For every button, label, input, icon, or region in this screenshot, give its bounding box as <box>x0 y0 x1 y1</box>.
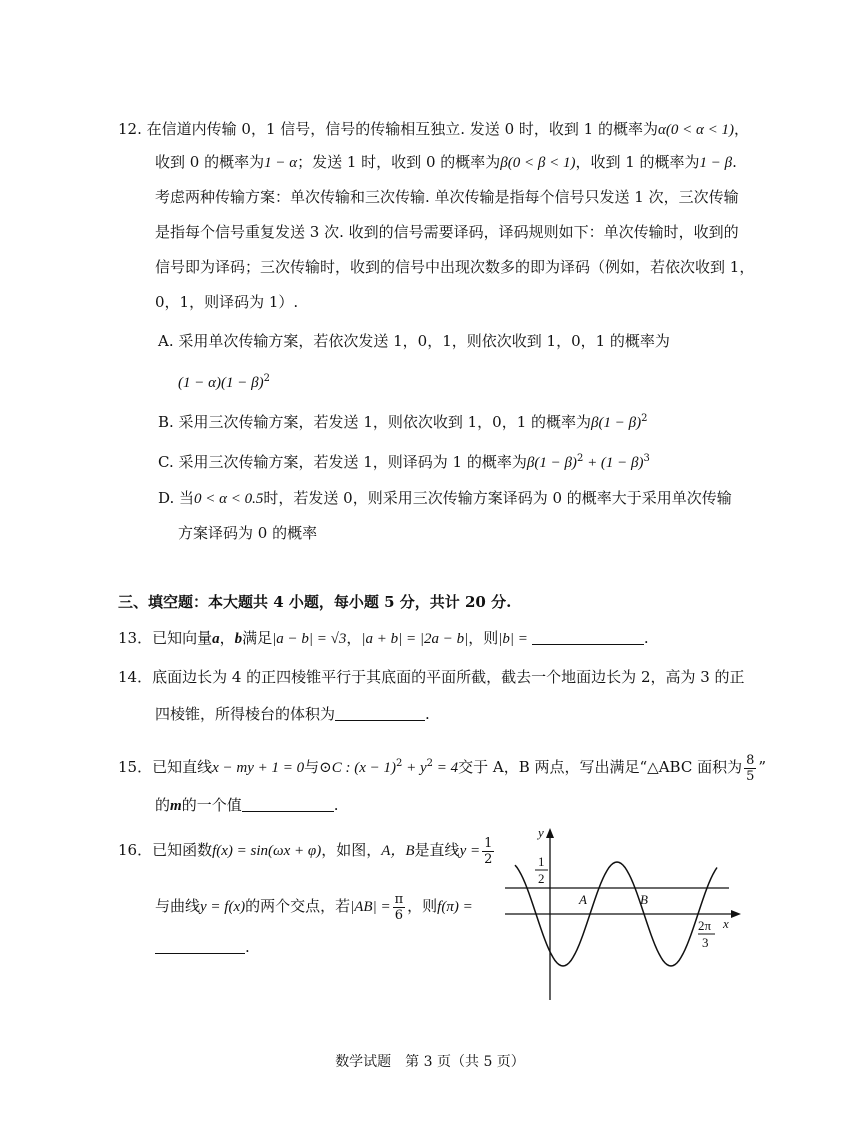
q15-area-fraction: $\frac{8}{5}$ <box>746 752 755 784</box>
q12-line4: 是指每个信号重复发送 3 次. 收到的信号需要译码，译码规则如下：单次传输时，收到的 <box>155 223 739 241</box>
q12-option-a-formula: $(1 - \alpha)(1 - \beta)^2$ <box>178 373 270 391</box>
q14-line1: 14．底面边长为 4 的正四棱锥平行于其底面的平面所截，截去一个地面边长为 2，高为 3 的正 <box>118 668 745 686</box>
q16-ab-fraction: $\frac{\pi}{6}$ <box>394 891 404 923</box>
q15-answer-blank[interactable] <box>242 795 334 812</box>
q14-line2: 四棱锥，所得棱台的体积为 . <box>155 705 430 723</box>
q15-line1: 15．已知直线x − my + 1 = 0与⊙C : $(x - 1)^2 + y^2 = 4$交于 A，B 两点，写出满足“△ABC 面积为 $\frac{8}{5}$ ” <box>118 752 767 784</box>
q13: 13．已知向量a，b满足|a − b| = √3，|a + b| = |2a − b|，则|b| = . <box>118 629 649 647</box>
q16-line2: 与曲线y = f(x)的两个交点，若|AB| = $\frac{\pi}{6}$ ，则f(π) = <box>155 891 473 923</box>
q12-line5: 信号即为译码；三次传输时，收到的信号中出现次数多的即为译码（例如，若依次收到 1， <box>155 258 755 276</box>
q12-line1: 12. 在信道内传输 0，1 信号，信号的传输相互独立. 发送 0 时，收到 1 的概率为α(0 < α < 1)， <box>118 120 749 138</box>
q12-number: 12. <box>118 120 142 138</box>
tick-label-num: 2π <box>698 918 712 933</box>
q12-option-b: B. 采用三次传输方案，若发送 1，则依次收到 1，0，1 的概率为$\beta(1 - \beta)^2$ <box>158 413 648 431</box>
q13-answer-blank[interactable] <box>532 628 644 645</box>
q14-answer-blank[interactable] <box>335 704 425 721</box>
x-axis-label: x <box>723 916 729 931</box>
section-heading: 三、填空题：本大题共 4 小题，每小题 5 分，共计 20 分. <box>118 593 512 611</box>
y-axis-label: y <box>538 825 544 840</box>
q16-half-fraction: $\frac{1}{2}$ <box>484 835 493 867</box>
q12-option-c: C. 采用三次传输方案，若发送 1，则译码为 1 的概率为$\beta(1 - \beta)^2 + (1 - \beta)^3$ <box>158 453 650 471</box>
q12-option-d-line2: 方案译码为 0 的概率 <box>178 524 318 542</box>
q12-line3: 考虑两种传输方案：单次传输和三次传输. 单次传输是指每个信号只发送 1 次，三次传输 <box>155 188 739 206</box>
page-footer: 数学试题 第 3 页（共 5 页） <box>335 1054 525 1070</box>
q12-option-a: A. 采用单次传输方案，若依次发送 1，0，1，则依次收到 1，0，1 的概率为 <box>158 332 670 350</box>
x-axis-arrow-icon <box>731 910 741 918</box>
point-b-label: B <box>640 892 648 907</box>
q16-answer-blank[interactable] <box>155 937 245 954</box>
sine-graph-figure <box>505 822 745 1002</box>
y-axis-arrow-icon <box>546 828 554 838</box>
q16-line1: 16．已知函数f(x) = sin(ωx + φ)，如图，A，B是直线y = $\frac{1}{2}$ <box>118 835 493 867</box>
q12-option-d: D. 当0 < α < 0.5时，若发送 0，则采用三次传输方案译码为 0 的概率大于采用单次传输 <box>158 489 732 507</box>
q12-line6: 0，1，则译码为 1）. <box>155 293 299 311</box>
q16-line3: . <box>155 936 250 958</box>
q15-line2: 的m的一个值 . <box>155 796 339 814</box>
tick-label-den: 3 <box>702 935 709 950</box>
half-label-den: 2 <box>538 871 545 886</box>
q12-line2: 收到 0 的概率为1 − α；发送 1 时，收到 0 的概率为β(0 < β < 1)，收到 1 的概率为1 − β. <box>155 153 737 171</box>
half-label-num: 1 <box>538 854 545 869</box>
point-a-label: A <box>579 892 587 907</box>
